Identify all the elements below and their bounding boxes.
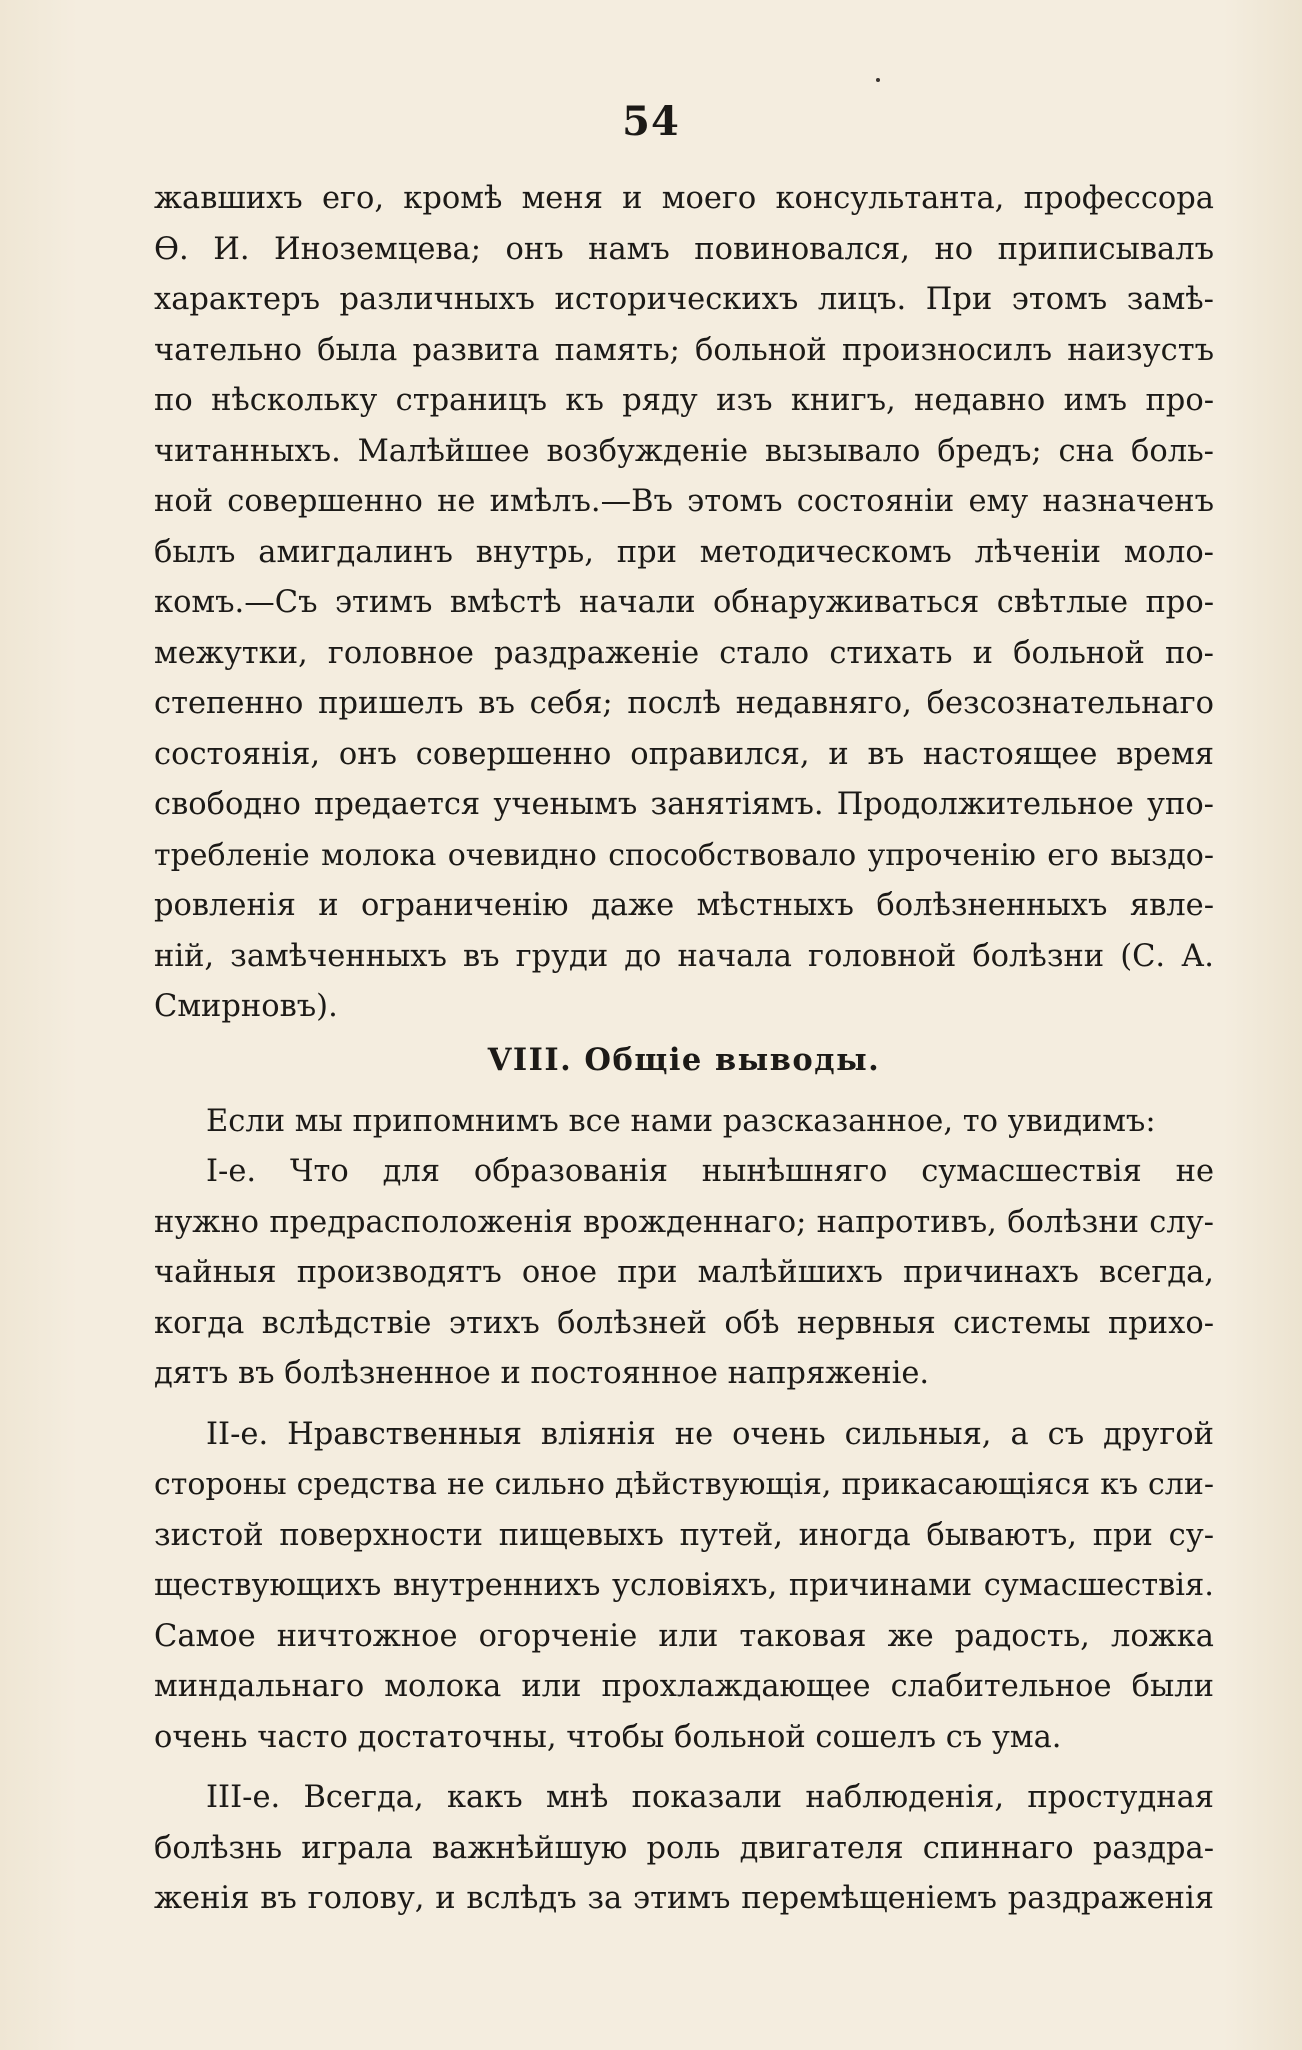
conclusion-3 — [154, 1773, 1214, 1925]
spacer — [154, 1763, 1214, 1773]
text-line: III-е. Всегда, какъ мнѣ показали наблюденія, простудная — [206, 1780, 1214, 1815]
text-line: нужно предрасположенія врожденнаго; напротивъ, болѣзни слу- — [154, 1204, 1214, 1240]
page-number: 54 — [622, 98, 680, 145]
text-line: по нѣскольку страницъ къ ряду изъ книгъ, недавно имъ про- — [154, 383, 1214, 418]
text-line: состоянія, онъ совершенно оправился, и въ настоящее время — [154, 736, 1214, 772]
text-line: комъ.—Съ этимъ вмѣстѣ начали обнаруживаться свѣтлые про- — [154, 585, 1214, 620]
page-body — [154, 174, 1214, 1925]
ink-speck — [876, 78, 880, 82]
text-line: миндальнаго молока или прохлаждающее слабительное были — [154, 1669, 1214, 1704]
text-line: чайныя производятъ оное при малѣйшихъ причинахъ всегда, — [154, 1255, 1214, 1290]
text-line: дятъ въ болѣзненное и постоянное напряженіе. — [154, 1356, 930, 1391]
text-line: жавшихъ его, кромѣ меня и моего консультанта, профессора — [154, 181, 1214, 216]
text-line: требленіе молока очевидно способствовало упроченію его выздо- — [154, 837, 1214, 873]
text-line: зистой поверхности пищевыхъ путей, иногда бываютъ, при су- — [154, 1517, 1214, 1553]
text-line: межутки, головное раздраженіе стало стихать и больной по- — [154, 635, 1214, 671]
section-heading: VIII. Общіе выводы. — [487, 1041, 881, 1078]
text-line: стороны средства не сильно дѣйствующія, прикасающіяся къ сли- — [154, 1467, 1214, 1502]
intro-line: Если мы припомнимъ все нами разсказанное, то увидимъ: — [206, 1103, 1156, 1139]
text-line: ществующихъ внутреннихъ условіяхъ, причинами сумасшествія. — [154, 1568, 1214, 1603]
text-line: когда вслѣдствіе этихъ болѣзней обѣ нервныя системы прихо- — [154, 1305, 1214, 1341]
text-line: ной совершенно не имѣлъ.—Въ этомъ состояніи ему назначенъ — [154, 484, 1214, 519]
text-line: женія въ голову, и вслѣдъ за этимъ перемѣщеніемъ раздраженія — [154, 1881, 1214, 1916]
text-line: Смирновъ). — [154, 989, 338, 1024]
paragraph-case-description — [154, 174, 1214, 1033]
spacer — [154, 1087, 1214, 1097]
text-line: ній, замѣченныхъ въ груди до начала головной болѣзни (С. А. — [154, 938, 1214, 974]
spacer — [154, 1400, 1214, 1410]
text-line: былъ амигдалинъ внутрь, при методическомъ лѣченіи моло- — [154, 534, 1214, 570]
text-line: степенно пришелъ въ себя; послѣ недавняго, безсознательнаго — [154, 686, 1214, 721]
text-line: Самое ничтожное огорченіе или таковая же радость, ложка — [154, 1618, 1214, 1654]
conclusion-1 — [154, 1147, 1214, 1400]
text-line: болѣзнь играла важнѣйшую роль двигателя спиннаго раздра- — [154, 1830, 1214, 1866]
text-line: I-е. Что для образованія нынѣшняго сумасшествія не — [206, 1154, 1214, 1189]
conclusion-2 — [154, 1410, 1214, 1764]
text-line: читанныхъ. Малѣйшее возбужденіе вызывало бредъ; сна боль- — [154, 433, 1214, 469]
text-line: свободно предается ученымъ занятіямъ. Продолжительное упо- — [154, 787, 1214, 822]
text-line: чательно была развита память; больной произносилъ наизустъ — [154, 332, 1214, 368]
text-line: Ѳ. И. Иноземцева; онъ намъ повиновался, но приписывалъ — [154, 231, 1214, 267]
text-line: II-е. Нравственныя вліянія не очень сильныя, а съ другой — [206, 1416, 1214, 1452]
text-line: ровленія и ограниченію даже мѣстныхъ болѣзненныхъ явле- — [154, 888, 1214, 923]
text-line: характеръ различныхъ историческихъ лицъ. При этомъ замѣ- — [154, 282, 1214, 317]
text-line: очень часто достаточны, чтобы больной сошелъ съ ума. — [154, 1719, 1062, 1755]
